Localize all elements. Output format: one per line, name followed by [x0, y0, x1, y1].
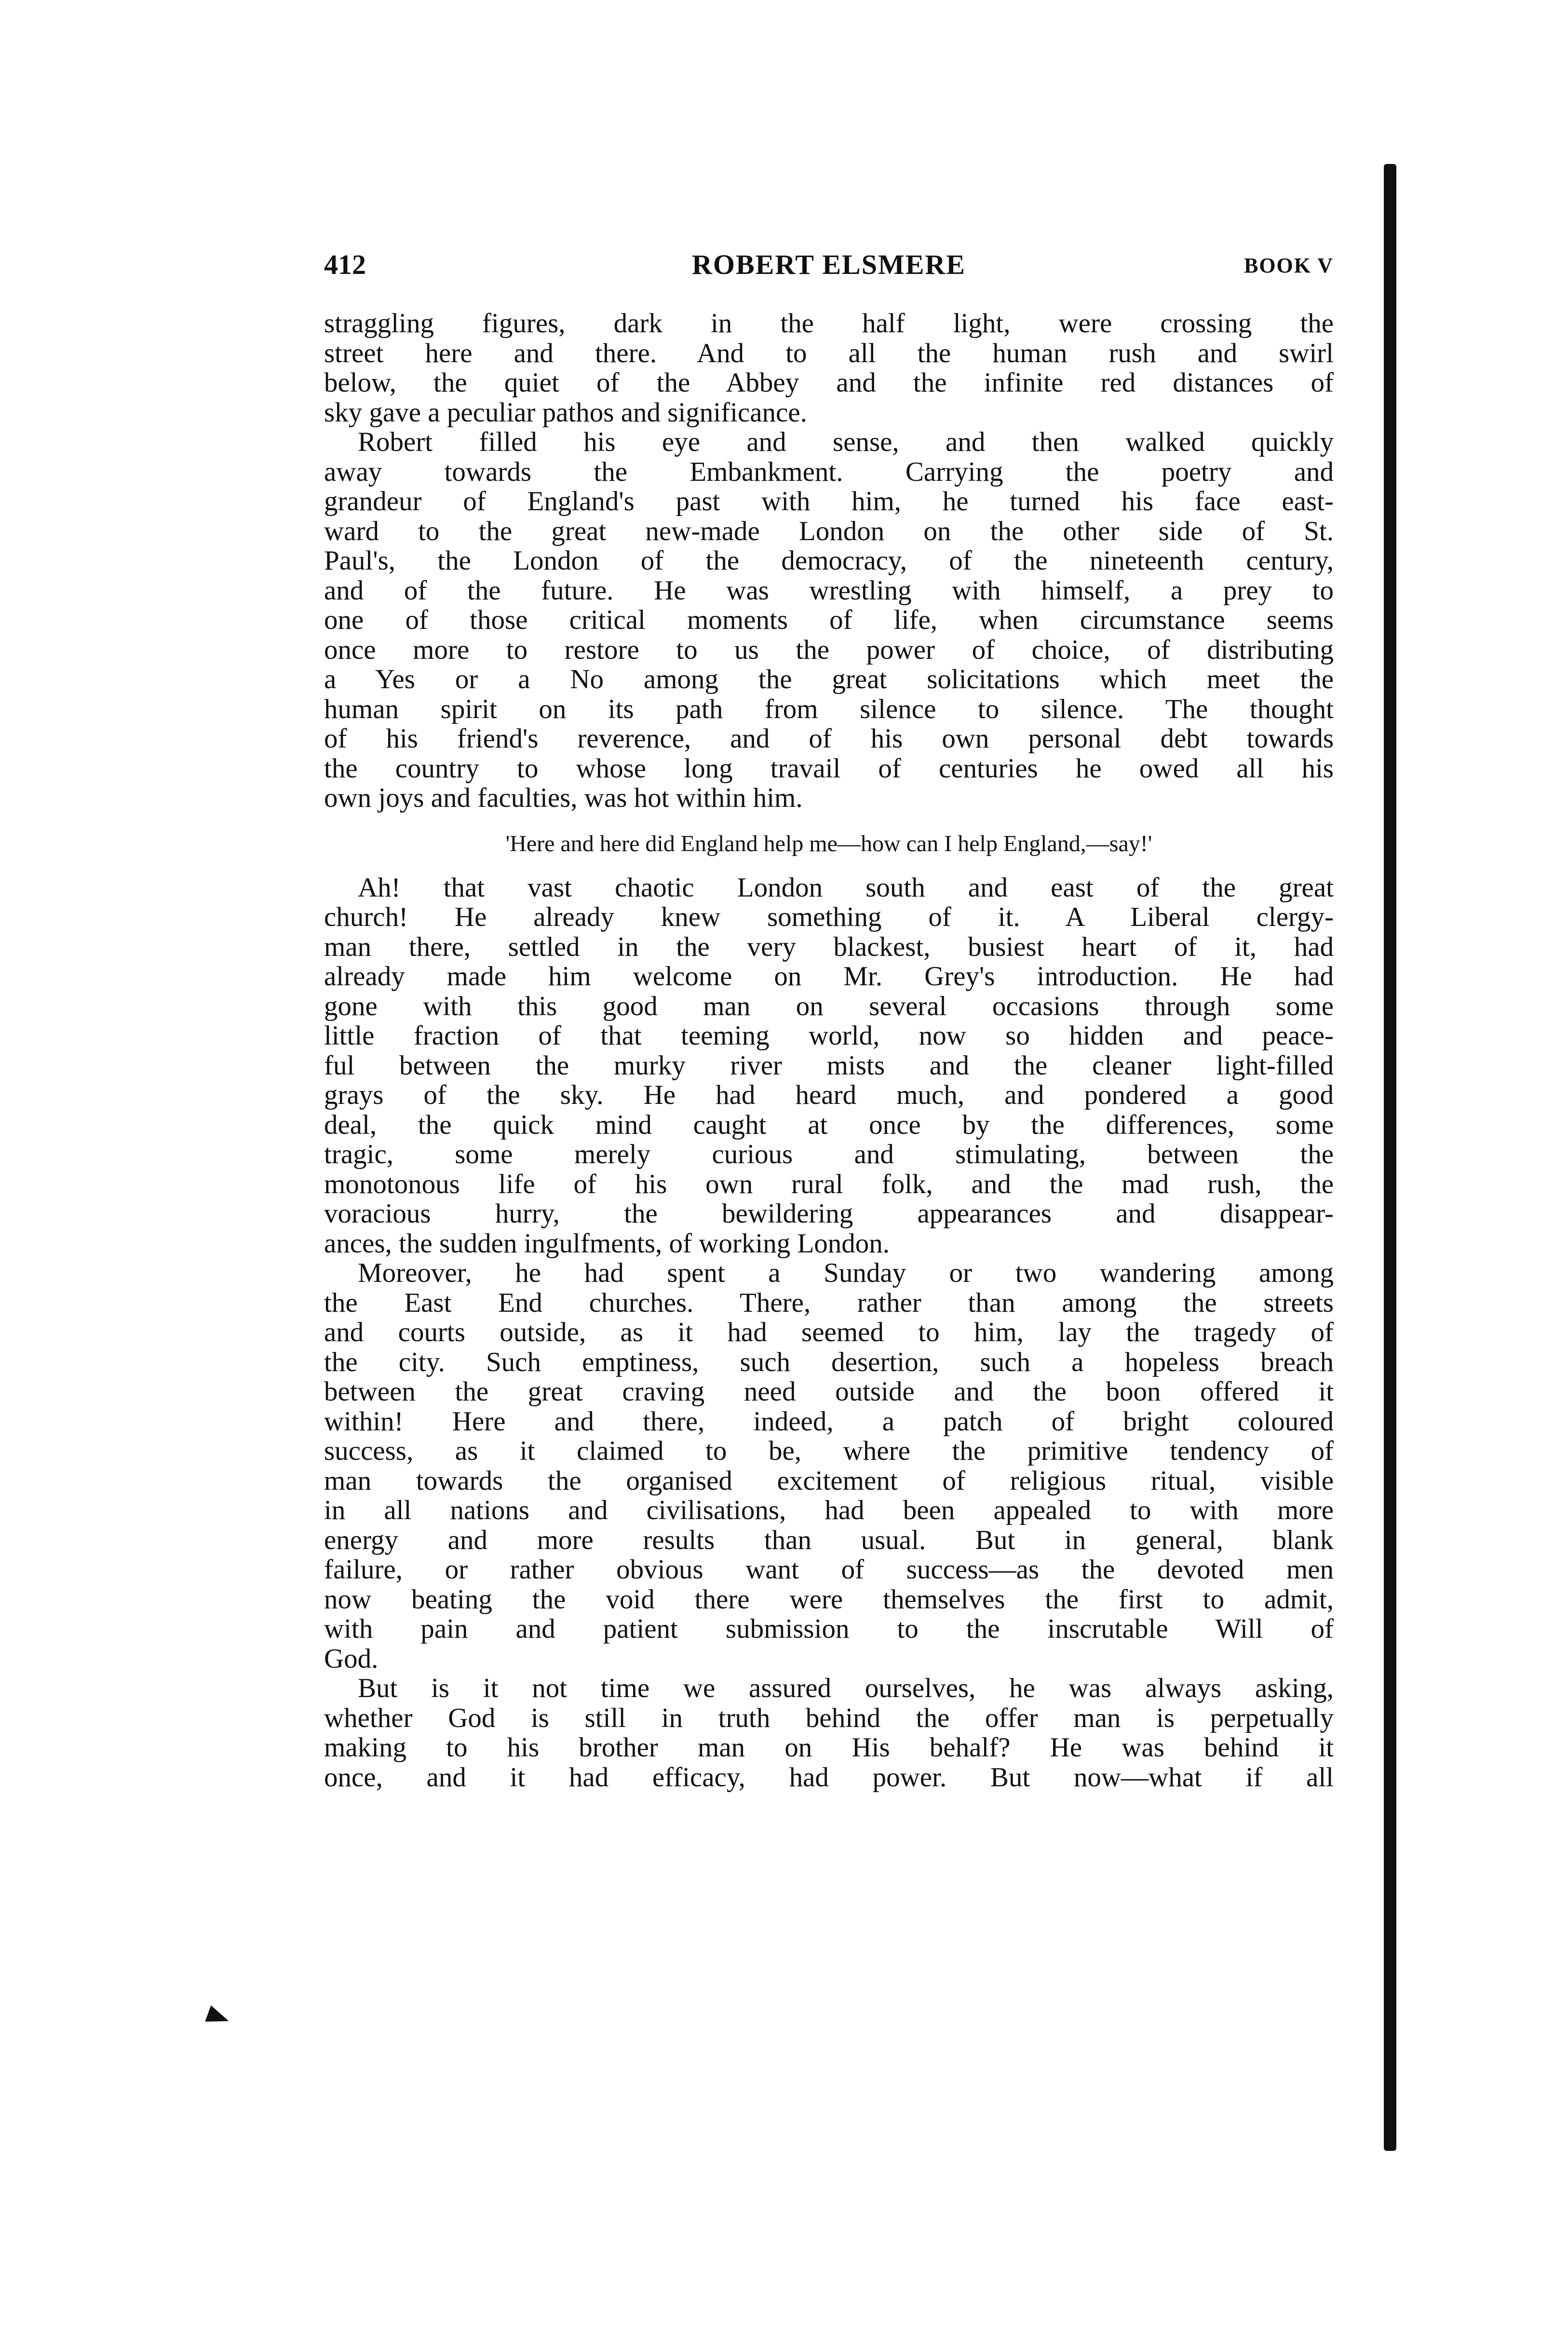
text-line: within! Here and there, indeed, a patch of bright coloured [324, 1406, 1334, 1437]
pointer-arrow-icon [205, 2005, 232, 2029]
text-line: whether God is still in truth behind the offer man is perpetually [324, 1702, 1334, 1733]
text-line: in all nations and civilisations, had been appealed to with more [324, 1495, 1334, 1525]
text-line: voracious hurry, the bewildering appearances and disappear- [324, 1198, 1334, 1229]
text-line: between the great craving need outside and the boon offered it [324, 1376, 1334, 1407]
text-line: But is it not time we assured ourselves, he was always asking, [358, 1673, 1334, 1703]
text-line: once, and it had efficacy, had power. But now—what if all [324, 1762, 1334, 1793]
paragraph [324, 427, 1334, 813]
text-line: the East End churches. There, rather than among the streets [324, 1287, 1334, 1318]
text-line: grandeur of England's past with him, he turned his face east- [324, 486, 1334, 517]
text-line: Moreover, he had spent a Sunday or two wandering among [358, 1258, 1334, 1288]
text-line: straggling figures, dark in the half light, were crossing the [324, 308, 1334, 339]
text-line: and of the future. He was wrestling with himself, a prey to [324, 575, 1334, 606]
text-line: grays of the sky. He had heard much, and pondered a good [324, 1080, 1334, 1110]
text-line: once more to restore to us the power of choice, of distributing [324, 634, 1334, 665]
text-line: ward to the great new-made London on the other side of St. [324, 516, 1334, 546]
text-line: man towards the organised excitement of religious ritual, visible [324, 1465, 1334, 1496]
text-line: energy and more results than usual. But in general, blank [324, 1524, 1334, 1555]
text-line: of his friend's reverence, and of his own personal debt towards [324, 723, 1334, 754]
text-line: man there, settled in the very blackest, busiest heart of it, had [324, 931, 1334, 962]
text-line: God. [324, 1643, 378, 1674]
text-line: away towards the Embankment. Carrying the poetry and [324, 456, 1334, 487]
text-line: already made him welcome on Mr. Grey's introduction. He had [324, 961, 1334, 992]
text-line: Robert filled his eye and sense, and then walked quickly [358, 427, 1334, 457]
scan-edge-bar [1384, 164, 1396, 2151]
text-line: own joys and faculties, was hot within him. [324, 783, 803, 813]
running-header [324, 248, 1334, 282]
running-title: ROBERT ELSMERE [692, 249, 966, 280]
text-line: success, as it claimed to be, where the primitive tendency of [324, 1436, 1334, 1466]
text-line: with pain and patient submission to the inscrutable Will of [324, 1614, 1334, 1644]
text-line: ful between the murky river mists and the cleaner light-filled [324, 1050, 1334, 1081]
text-line: street here and there. And to all the human rush and swirl [324, 338, 1334, 368]
text-line: Paul's, the London of the democracy, of the nineteenth century, [324, 545, 1334, 576]
text-line: ances, the sudden ingulfments, of working London. [324, 1228, 890, 1259]
text-line: one of those critical moments of life, when circumstance seems [324, 605, 1334, 635]
text-line: human spirit on its path from silence to silence. The thought [324, 693, 1334, 724]
text-line: the city. Such emptiness, such desertion, such a hopeless breach [324, 1346, 1334, 1377]
page-body [324, 309, 1334, 1792]
text-line: sky gave a peculiar pathos and significance. [324, 397, 807, 428]
paragraph [324, 309, 1334, 427]
text-line: now beating the void there were themselves the first to admit, [324, 1584, 1334, 1615]
text-line: the country to whose long travail of centuries he owed all his [324, 753, 1334, 784]
text-line: Ah! that vast chaotic London south and east of the great [358, 872, 1334, 903]
text-line: deal, the quick mind caught at once by the differences, some [324, 1109, 1334, 1140]
text-line: monotonous life of his own rural folk, and the mad rush, the [324, 1169, 1334, 1199]
book-label: BOOK V [1244, 254, 1334, 277]
text-line: church! He already knew something of it. A Liberal clergy- [324, 902, 1334, 932]
page-number: 412 [324, 249, 366, 280]
text-line: gone with this good man on several occasions through some [324, 991, 1334, 1021]
text-line: failure, or rather obvious want of success—as the devoted men [324, 1554, 1334, 1585]
text-line: and courts outside, as it had seemed to him, lay the tragedy of [324, 1317, 1334, 1347]
text-line: little fraction of that teeming world, now so hidden and peace- [324, 1020, 1334, 1051]
text-line: tragic, some merely curious and stimulating, between the [324, 1139, 1334, 1169]
text-line: a Yes or a No among the great solicitations which meet the [324, 664, 1334, 694]
text-line: making to his brother man on His behalf? He was behind it [324, 1732, 1334, 1763]
paragraph [324, 873, 1334, 1259]
text-line: below, the quiet of the Abbey and the infinite red distances of [324, 367, 1334, 398]
verse-quote: 'Here and here did England help me—how can I help England,—say!' [505, 830, 1152, 857]
paragraph [324, 1673, 1334, 1792]
paragraph [324, 1258, 1334, 1673]
